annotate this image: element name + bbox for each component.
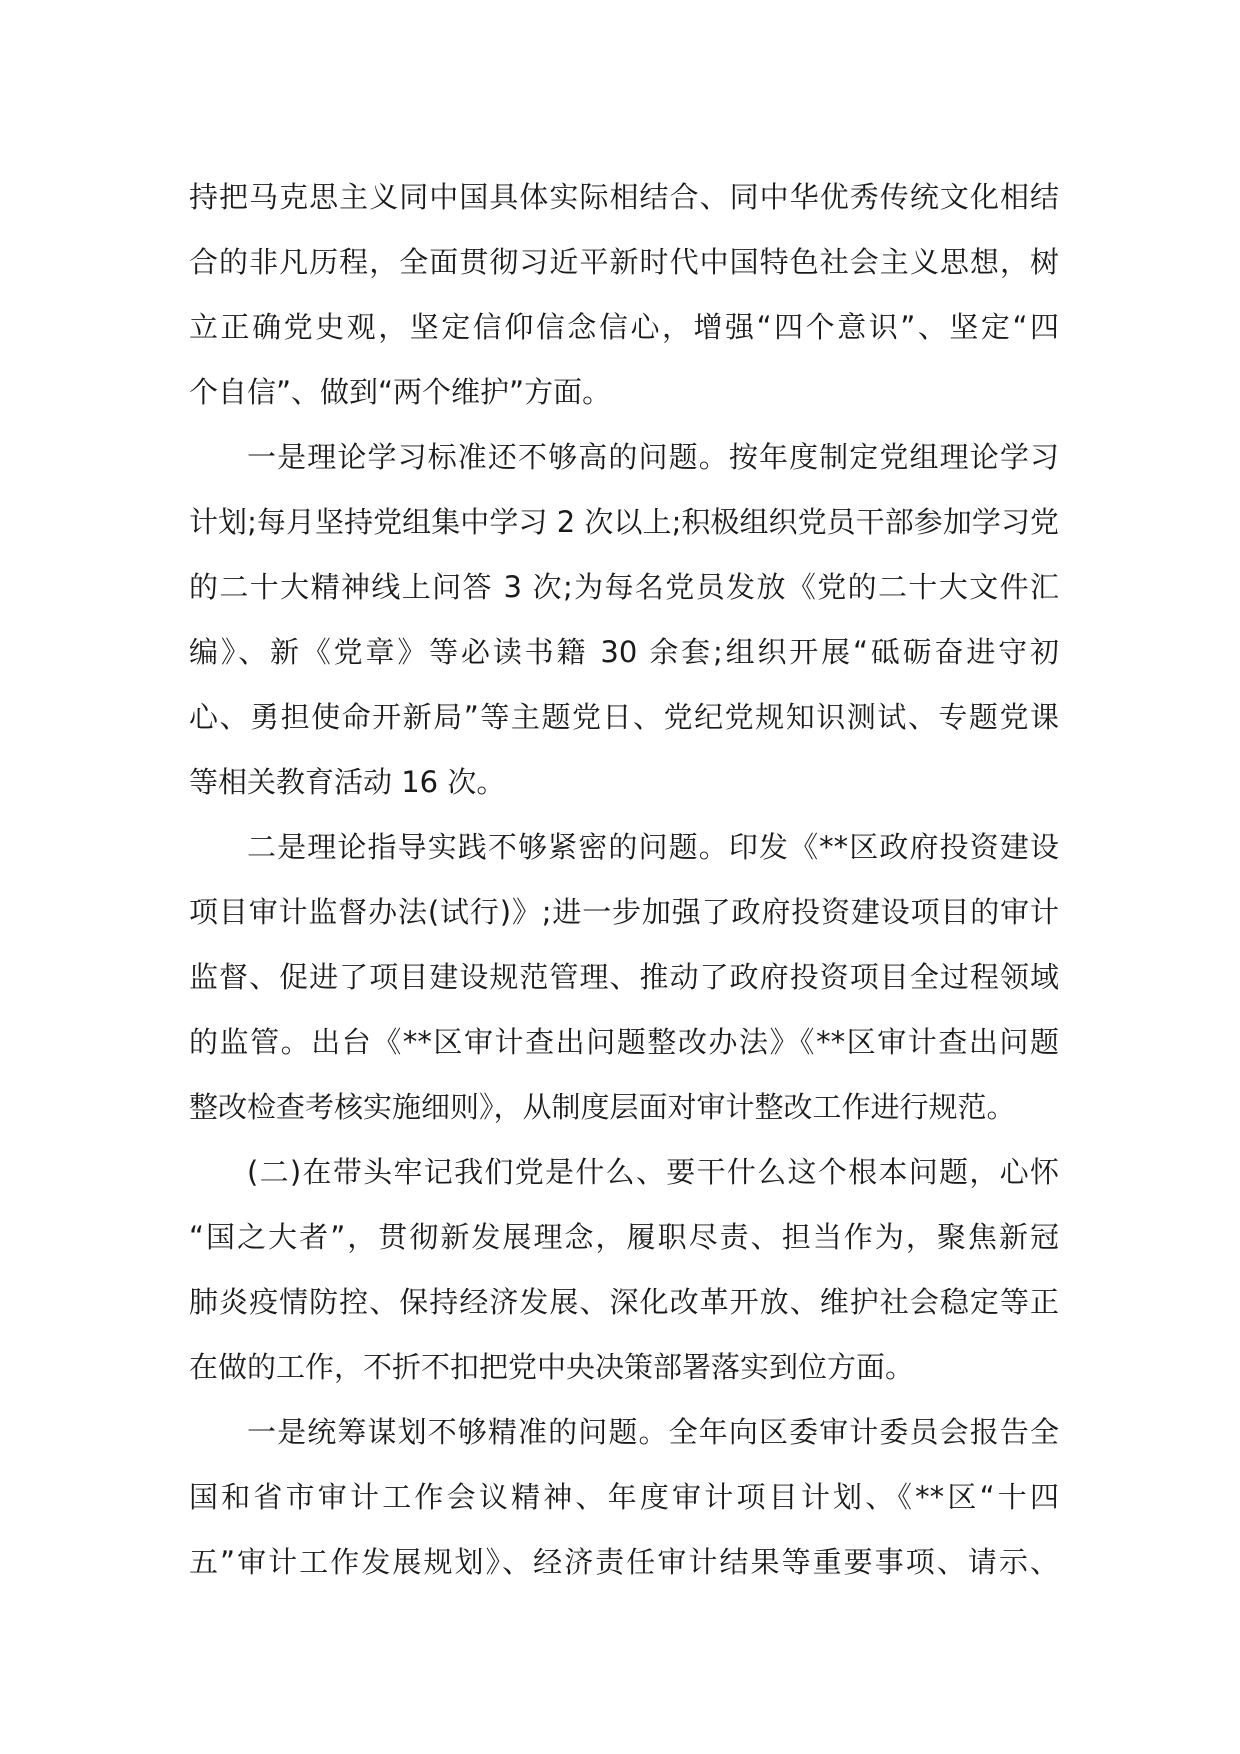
text-line: 的监管。出台《**区审计查出问题整改办法》《**区审计查出问题 xyxy=(189,1025,1059,1059)
text-line: 编》、新《党章》等必读书籍 30 余套;组织开展“砥砺奋进守初 xyxy=(189,635,1059,669)
text-line: 监督、促进了项目建设规范管理、推动了政府投资项目全过程领域 xyxy=(189,960,1059,994)
text-line: 五”审计工作发展规划》、经济责任审计结果等重要事项、请示、 xyxy=(189,1545,1059,1579)
text-line: 立正确党史观，坚定信仰信念信心，增强“四个意识”、坚定“四 xyxy=(189,310,1059,344)
paragraph-first-line: 一是统筹谋划不够精准的问题。全年向区委审计委员会报告全 xyxy=(247,1415,1059,1449)
text-line: 肺炎疫情防控、保持经济发展、深化改革开放、维护社会稳定等正 xyxy=(189,1285,1059,1319)
text-line: 项目审计监督办法(试行)》;进一步加强了政府投资建设项目的审计 xyxy=(189,895,1059,929)
text-line: 合的非凡历程，全面贯彻习近平新时代中国特色社会主义思想，树 xyxy=(189,245,1059,279)
text-line: 国和省市审计工作会议精神、年度审计项目计划、《**区“十四 xyxy=(189,1480,1059,1514)
text-line: 计划;每月坚持党组集中学习 2 次以上;积极组织党员干部参加学习党 xyxy=(189,505,1059,539)
text-line: 个自信”、做到“两个维护”方面。 xyxy=(189,375,612,409)
paragraph-first-line: (二)在带头牢记我们党是什么、要干什么这个根本问题，心怀 xyxy=(247,1155,1059,1189)
document-body xyxy=(189,165,1059,1595)
paragraph-first-line: 二是理论指导实践不够紧密的问题。印发《**区政府投资建设 xyxy=(247,830,1059,864)
text-line: 的二十大精神线上问答 3 次;为每名党员发放《党的二十大文件汇 xyxy=(189,570,1059,604)
text-line: “国之大者”，贯彻新发展理念，履职尽责、担当作为，聚焦新冠 xyxy=(189,1220,1059,1254)
paragraph-first-line: 一是理论学习标准还不够高的问题。按年度制定党组理论学习 xyxy=(247,440,1059,474)
text-line: 等相关教育活动 16 次。 xyxy=(189,765,506,799)
text-line: 在做的工作，不折不扣把党中央决策部署落实到位方面。 xyxy=(189,1350,915,1384)
text-line: 整改检查考核实施细则》，从制度层面对审计整改工作进行规范。 xyxy=(189,1090,1016,1124)
text-line: 持把马克思主义同中国具体实际相结合、同中华优秀传统文化相结 xyxy=(189,180,1059,214)
text-line: 心、勇担使命开新局”等主题党日、党纪党规知识测试、专题党课 xyxy=(189,700,1059,734)
